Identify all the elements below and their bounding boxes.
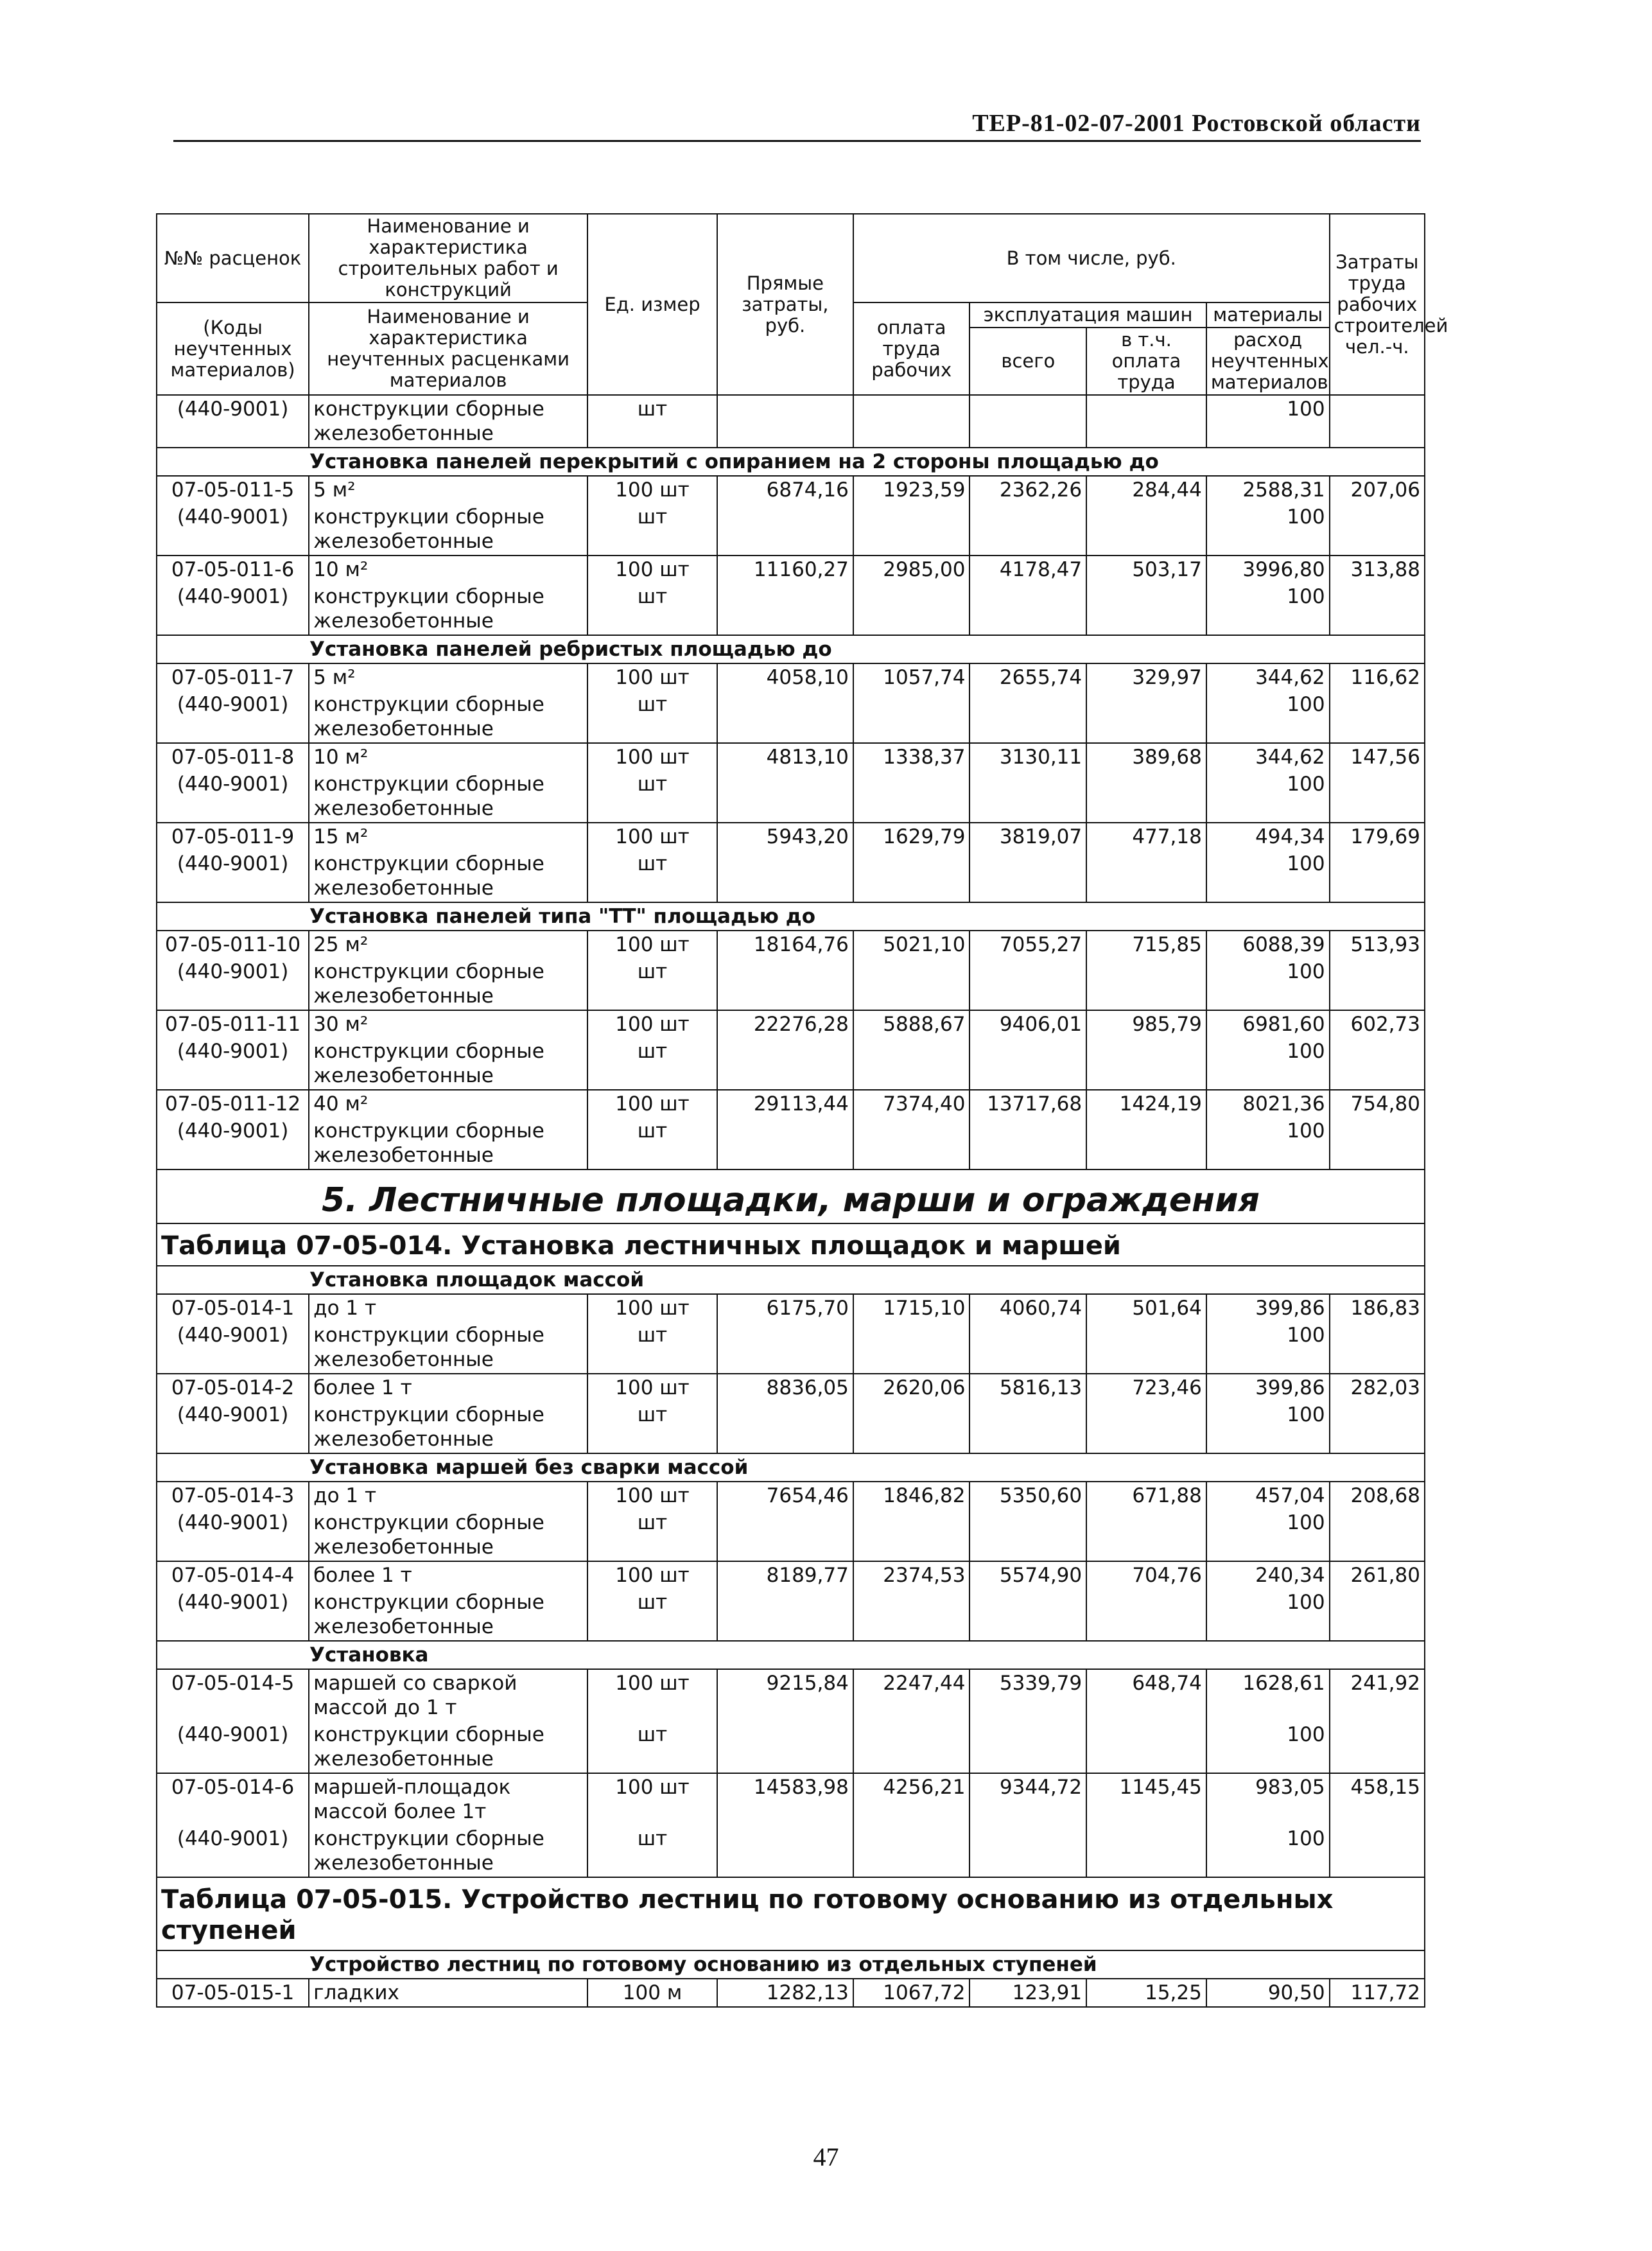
section-title-row <box>157 1169 1425 1223</box>
rate-unit: 100 шт <box>587 476 717 504</box>
rate-name: более 1 т <box>309 1561 587 1589</box>
materials: 240,34 <box>1206 1561 1330 1589</box>
material-name: конструкции сборные железобетонные <box>309 1721 587 1773</box>
direct-costs: 4813,10 <box>717 743 853 771</box>
rate-name: 40 м² <box>309 1090 587 1117</box>
labor-hours: 208,68 <box>1330 1482 1425 1509</box>
direct-costs: 18164,76 <box>717 931 853 958</box>
machines-total: 4060,74 <box>969 1294 1086 1322</box>
section-title: 5. Лестничные площадки, марши и ограждения <box>157 1169 1425 1223</box>
materials: 90,50 <box>1206 1979 1330 2007</box>
material-unit: шт <box>587 1117 717 1169</box>
materials: 1628,61 <box>1206 1669 1330 1721</box>
group-header-row <box>157 1266 1425 1294</box>
direct-costs: 4058,10 <box>717 663 853 691</box>
material-name: конструкции сборные железобетонные <box>309 771 587 823</box>
rate-unit: 100 шт <box>587 663 717 691</box>
machines-total: 5574,90 <box>969 1561 1086 1589</box>
material-consumption: 100 <box>1206 958 1330 1010</box>
material-name: конструкции сборные железобетонные <box>309 1117 587 1169</box>
machines-labor: 715,85 <box>1086 931 1206 958</box>
material-row <box>157 1825 1425 1877</box>
rate-name: 25 м² <box>309 931 587 958</box>
material-code: (440-9001) <box>157 691 309 743</box>
group-title: Установка площадок массой <box>157 1266 1425 1294</box>
material-code: (440-9001) <box>157 850 309 902</box>
machines-labor: 671,88 <box>1086 1482 1206 1509</box>
labor-pay: 1067,72 <box>853 1979 970 2007</box>
rate-row <box>157 1482 1425 1509</box>
table-body <box>157 448 1425 2007</box>
material-consumption: 100 <box>1206 504 1330 556</box>
labor-hours: 241,92 <box>1330 1669 1425 1721</box>
materials: 344,62 <box>1206 743 1330 771</box>
rate-row <box>157 1669 1425 1721</box>
material-row <box>157 771 1425 823</box>
col-labor-pay: оплата труда рабочих <box>853 302 970 395</box>
material-consumption: 100 <box>1206 395 1330 448</box>
col-incl: В том числе, руб. <box>853 214 1330 302</box>
material-row <box>157 1589 1425 1641</box>
machines-total: 123,91 <box>969 1979 1086 2007</box>
material-consumption: 100 <box>1206 1721 1330 1773</box>
rate-code: 07-05-011-7 <box>157 663 309 691</box>
rate-name: 5 м² <box>309 476 587 504</box>
machines-total: 4178,47 <box>969 556 1086 583</box>
material-code: (440-9001) <box>157 958 309 1010</box>
rates-sheet <box>156 213 1448 2008</box>
material-name: конструкции сборные железобетонные <box>309 1038 587 1090</box>
material-row <box>157 1721 1425 1773</box>
machines-labor: 1145,45 <box>1086 1773 1206 1825</box>
machines-labor: 284,44 <box>1086 476 1206 504</box>
rate-unit: 100 шт <box>587 743 717 771</box>
material-row <box>157 958 1425 1010</box>
rate-name: 30 м² <box>309 1010 587 1038</box>
labor-pay: 1338,37 <box>853 743 970 771</box>
rate-code: 07-05-014-6 <box>157 1773 309 1825</box>
machines-labor: 477,18 <box>1086 823 1206 850</box>
material-name: конструкции сборные железобетонные <box>309 1825 587 1877</box>
materials: 6981,60 <box>1206 1010 1330 1038</box>
material-consumption: 100 <box>1206 1509 1330 1561</box>
material-name: конструкции сборные железобетонные <box>309 1401 587 1453</box>
machines-labor: 704,76 <box>1086 1561 1206 1589</box>
material-unit: шт <box>587 850 717 902</box>
material-consumption: 100 <box>1206 1038 1330 1090</box>
machines-total: 5339,79 <box>969 1669 1086 1721</box>
labor-pay: 2247,44 <box>853 1669 970 1721</box>
material-row <box>157 504 1425 556</box>
labor-hours: 116,62 <box>1330 663 1425 691</box>
labor-pay: 1715,10 <box>853 1294 970 1322</box>
rates-table <box>156 213 1448 2008</box>
rate-row <box>157 931 1425 958</box>
material-code: (440-9001) <box>157 583 309 635</box>
material-name: конструкции сборные железобетонные <box>309 1322 587 1374</box>
rate-code: 07-05-011-11 <box>157 1010 309 1038</box>
material-name: конструкции сборные железобетонные <box>309 583 587 635</box>
materials: 494,34 <box>1206 823 1330 850</box>
material-consumption: 100 <box>1206 1401 1330 1453</box>
group-header-row <box>157 635 1425 663</box>
material-name: конструкции сборные железобетонные <box>309 691 587 743</box>
material-code: (440-9001) <box>157 395 309 448</box>
machines-labor: 501,64 <box>1086 1294 1206 1322</box>
rate-unit: 100 шт <box>587 1374 717 1401</box>
rate-name: 10 м² <box>309 743 587 771</box>
material-name: конструкции сборные железобетонные <box>309 958 587 1010</box>
col-unit: Ед. измер <box>587 214 717 395</box>
material-unit: шт <box>587 958 717 1010</box>
material-code: (440-9001) <box>157 1117 309 1169</box>
col-labor-cost: Затраты труда рабочих строителей чел.-ч. <box>1330 214 1425 395</box>
material-code: (440-9001) <box>157 504 309 556</box>
rate-code: 07-05-015-1 <box>157 1979 309 2007</box>
materials: 399,86 <box>1206 1374 1330 1401</box>
material-unit: шт <box>587 1721 717 1773</box>
rate-code: 07-05-014-1 <box>157 1294 309 1322</box>
rate-code: 07-05-014-2 <box>157 1374 309 1401</box>
labor-pay: 2985,00 <box>853 556 970 583</box>
labor-pay: 1923,59 <box>853 476 970 504</box>
rate-code: 07-05-014-5 <box>157 1669 309 1721</box>
material-consumption: 100 <box>1206 1322 1330 1374</box>
machines-labor: 15,25 <box>1086 1979 1206 2007</box>
rate-unit: 100 шт <box>587 1773 717 1825</box>
group-header-row <box>157 902 1425 931</box>
direct-costs: 22276,28 <box>717 1010 853 1038</box>
direct-costs: 1282,13 <box>717 1979 853 2007</box>
rate-row <box>157 1010 1425 1038</box>
material-unit: шт <box>587 1038 717 1090</box>
material-unit: шт <box>587 504 717 556</box>
labor-hours: 282,03 <box>1330 1374 1425 1401</box>
machines-total: 5350,60 <box>969 1482 1086 1509</box>
material-row <box>157 583 1425 635</box>
group-header-row <box>157 1950 1425 1979</box>
machines-labor: 389,68 <box>1086 743 1206 771</box>
material-consumption: 100 <box>1206 1589 1330 1641</box>
material-unit: шт <box>587 395 717 448</box>
labor-pay: 1629,79 <box>853 823 970 850</box>
rate-unit: 100 шт <box>587 931 717 958</box>
labor-hours: 261,80 <box>1330 1561 1425 1589</box>
rate-unit: 100 шт <box>587 1294 717 1322</box>
direct-costs: 7654,46 <box>717 1482 853 1509</box>
machines-total: 2362,26 <box>969 476 1086 504</box>
labor-pay: 4256,21 <box>853 1773 970 1825</box>
rate-name: маршей со сваркой массой до 1 т <box>309 1669 587 1721</box>
material-consumption: 100 <box>1206 850 1330 902</box>
direct-costs: 9215,84 <box>717 1669 853 1721</box>
rate-code: 07-05-011-12 <box>157 1090 309 1117</box>
table-title: Таблица 07-05-015. Устройство лестниц по готовому основанию из отдельных ступеней <box>157 1877 1425 1950</box>
machines-total: 3130,11 <box>969 743 1086 771</box>
direct-costs: 8836,05 <box>717 1374 853 1401</box>
labor-pay: 5021,10 <box>853 931 970 958</box>
machines-labor: 329,97 <box>1086 663 1206 691</box>
rate-unit: 100 шт <box>587 1669 717 1721</box>
labor-pay: 2620,06 <box>853 1374 970 1401</box>
table-title-row <box>157 1223 1425 1266</box>
direct-costs: 29113,44 <box>717 1090 853 1117</box>
col-mat-consumption: расход неучтенных материалов <box>1206 328 1330 395</box>
rate-unit: 100 шт <box>587 823 717 850</box>
machines-labor: 648,74 <box>1086 1669 1206 1721</box>
rate-code: 07-05-011-8 <box>157 743 309 771</box>
col-code-bottom: (Коды неучтенных материалов) <box>157 302 309 395</box>
material-consumption: 100 <box>1206 583 1330 635</box>
material-name: конструкции сборные железобетонные <box>309 504 587 556</box>
material-row <box>157 850 1425 902</box>
machines-labor: 1424,19 <box>1086 1090 1206 1117</box>
rate-row <box>157 476 1425 504</box>
page-number: 47 <box>813 2142 839 2171</box>
labor-pay: 1057,74 <box>853 663 970 691</box>
group-header-row <box>157 1641 1425 1669</box>
header-rule <box>173 140 1421 142</box>
direct-costs: 11160,27 <box>717 556 853 583</box>
rate-name: 15 м² <box>309 823 587 850</box>
labor-hours: 207,06 <box>1330 476 1425 504</box>
machines-total: 7055,27 <box>969 931 1086 958</box>
machines-labor: 985,79 <box>1086 1010 1206 1038</box>
labor-pay: 2374,53 <box>853 1561 970 1589</box>
material-name: конструкции сборные железобетонные <box>309 395 587 448</box>
direct-costs: 5943,20 <box>717 823 853 850</box>
rate-name: маршей-площадок массой более 1т <box>309 1773 587 1825</box>
labor-hours: 179,69 <box>1330 823 1425 850</box>
labor-pay: 5888,67 <box>853 1010 970 1038</box>
material-unit: шт <box>587 691 717 743</box>
material-name: конструкции сборные железобетонные <box>309 1589 587 1641</box>
material-row <box>157 1322 1425 1374</box>
rate-row <box>157 1374 1425 1401</box>
col-materials: материалы <box>1206 302 1330 328</box>
material-unit: шт <box>587 1322 717 1374</box>
material-unit: шт <box>587 583 717 635</box>
direct-costs: 6874,16 <box>717 476 853 504</box>
rate-row <box>157 663 1425 691</box>
material-name: конструкции сборные железобетонные <box>309 850 587 902</box>
materials: 2588,31 <box>1206 476 1330 504</box>
material-code: (440-9001) <box>157 1825 309 1877</box>
material-unit: шт <box>587 1589 717 1641</box>
materials: 6088,39 <box>1206 931 1330 958</box>
materials: 8021,36 <box>1206 1090 1330 1117</box>
material-code: (440-9001) <box>157 1038 309 1090</box>
rate-unit: 100 м <box>587 1979 717 2007</box>
table-title-row <box>157 1877 1425 1950</box>
group-title: Установка <box>157 1641 1425 1669</box>
machines-total: 9406,01 <box>969 1010 1086 1038</box>
labor-hours: 602,73 <box>1330 1010 1425 1038</box>
material-unit: шт <box>587 1825 717 1877</box>
material-row <box>157 1509 1425 1561</box>
rate-name: гладких <box>309 1979 587 2007</box>
rate-name: до 1 т <box>309 1294 587 1322</box>
material-code: (440-9001) <box>157 1721 309 1773</box>
rate-unit: 100 шт <box>587 1010 717 1038</box>
rate-unit: 100 шт <box>587 556 717 583</box>
machines-total: 5816,13 <box>969 1374 1086 1401</box>
rate-row <box>157 823 1425 850</box>
document-header: ТЕР-81-02-07-2001 Ростовской области <box>972 110 1421 137</box>
group-title: Устройство лестниц по готовому основанию из отдельных ступеней <box>157 1950 1425 1979</box>
labor-hours: 186,83 <box>1330 1294 1425 1322</box>
machines-total: 3819,07 <box>969 823 1086 850</box>
material-code: (440-9001) <box>157 771 309 823</box>
material-row <box>157 691 1425 743</box>
rate-code: 07-05-014-3 <box>157 1482 309 1509</box>
machines-total: 13717,68 <box>969 1090 1086 1117</box>
material-consumption: 100 <box>1206 1825 1330 1877</box>
col-name-top: Наименование и характеристика строительных работ и конструкций <box>309 214 587 302</box>
direct-costs: 6175,70 <box>717 1294 853 1322</box>
rate-row <box>157 556 1425 583</box>
col-name-bottom: Наименование и характеристика неучтенных расценками материалов <box>309 302 587 395</box>
machines-labor: 723,46 <box>1086 1374 1206 1401</box>
col-direct: Прямые затраты, руб. <box>717 214 853 395</box>
rate-row <box>157 743 1425 771</box>
material-unit: шт <box>587 1509 717 1561</box>
table-header <box>157 214 1448 448</box>
material-consumption: 100 <box>1206 691 1330 743</box>
direct-costs: 14583,98 <box>717 1773 853 1825</box>
group-title: Установка панелей типа "ТТ" площадью до <box>157 902 1425 931</box>
labor-pay: 1846,82 <box>853 1482 970 1509</box>
rate-code: 07-05-011-10 <box>157 931 309 958</box>
material-code: (440-9001) <box>157 1589 309 1641</box>
labor-hours: 458,15 <box>1330 1773 1425 1825</box>
machines-labor: 503,17 <box>1086 556 1206 583</box>
material-row <box>157 1401 1425 1453</box>
col-code-top: №№ расценок <box>157 214 309 302</box>
machines-total: 2655,74 <box>969 663 1086 691</box>
rate-row <box>157 1979 1425 2007</box>
group-title: Установка панелей ребристых площадью до <box>157 635 1425 663</box>
rate-unit: 100 шт <box>587 1561 717 1589</box>
labor-hours: 117,72 <box>1330 1979 1425 2007</box>
direct-costs: 8189,77 <box>717 1561 853 1589</box>
material-code: (440-9001) <box>157 1401 309 1453</box>
labor-pay: 7374,40 <box>853 1090 970 1117</box>
rate-code: 07-05-011-9 <box>157 823 309 850</box>
group-header-row <box>157 448 1425 476</box>
material-row <box>157 1117 1425 1169</box>
rate-row <box>157 1561 1425 1589</box>
rate-row <box>157 1090 1425 1117</box>
material-code: (440-9001) <box>157 1509 309 1561</box>
material-unit: шт <box>587 1401 717 1453</box>
group-header-row <box>157 1453 1425 1482</box>
material-unit: шт <box>587 771 717 823</box>
rate-code: 07-05-011-5 <box>157 476 309 504</box>
table-title: Таблица 07-05-014. Установка лестничных площадок и маршей <box>157 1223 1425 1266</box>
group-title: Установка панелей перекрытий с опиранием на 2 стороны площадью до <box>157 448 1425 476</box>
materials: 457,04 <box>1206 1482 1330 1509</box>
rate-row <box>157 1294 1425 1322</box>
material-consumption: 100 <box>1206 771 1330 823</box>
top-material-row <box>157 395 1425 448</box>
rate-unit: 100 шт <box>587 1482 717 1509</box>
labor-hours: 147,56 <box>1330 743 1425 771</box>
labor-hours: 754,80 <box>1330 1090 1425 1117</box>
material-consumption: 100 <box>1206 1117 1330 1169</box>
rate-row <box>157 1773 1425 1825</box>
group-title: Установка маршей без сварки массой <box>157 1453 1425 1482</box>
rate-unit: 100 шт <box>587 1090 717 1117</box>
col-mach-labor: в т.ч. оплата труда <box>1086 328 1206 395</box>
material-name: конструкции сборные железобетонные <box>309 1509 587 1561</box>
material-code: (440-9001) <box>157 1322 309 1374</box>
rate-code: 07-05-014-4 <box>157 1561 309 1589</box>
machines-total: 9344,72 <box>969 1773 1086 1825</box>
materials: 399,86 <box>1206 1294 1330 1322</box>
material-row <box>157 1038 1425 1090</box>
rate-code: 07-05-011-6 <box>157 556 309 583</box>
rate-name: 10 м² <box>309 556 587 583</box>
col-mach-total: всего <box>969 328 1086 395</box>
rate-name: более 1 т <box>309 1374 587 1401</box>
materials: 983,05 <box>1206 1773 1330 1825</box>
col-machines: эксплуатация машин <box>969 302 1206 328</box>
labor-hours: 513,93 <box>1330 931 1425 958</box>
materials: 3996,80 <box>1206 556 1330 583</box>
labor-hours: 313,88 <box>1330 556 1425 583</box>
rate-name: 5 м² <box>309 663 587 691</box>
rate-name: до 1 т <box>309 1482 587 1509</box>
materials: 344,62 <box>1206 663 1330 691</box>
